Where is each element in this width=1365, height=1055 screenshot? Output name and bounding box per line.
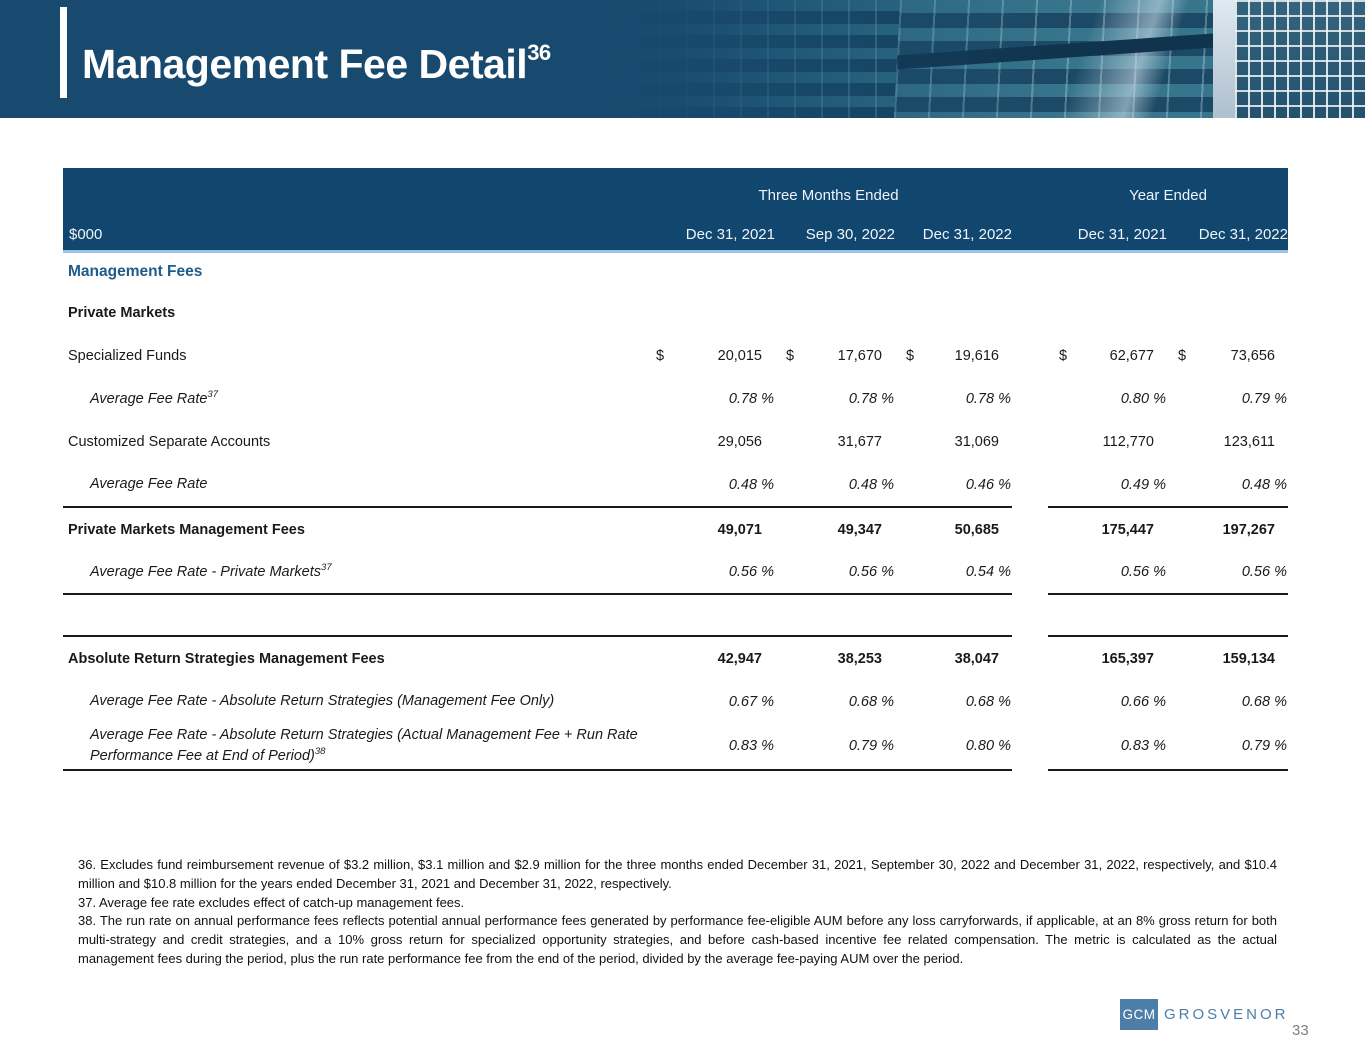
column-header-ye-dec-2022: Dec 31, 2022 xyxy=(1198,226,1288,243)
value-cell xyxy=(775,522,895,538)
value-text: 0.48 % xyxy=(848,476,894,493)
unit-label: $000 xyxy=(69,226,103,243)
value-text: 0.83 % xyxy=(1120,738,1166,754)
row-label: Average Fee Rate - Absolute Return Strategies (Management Fee Only) xyxy=(90,692,555,709)
value-text: 0.66 % xyxy=(1120,693,1166,710)
value-text: 0.56 % xyxy=(1120,564,1166,580)
value-cell xyxy=(645,522,775,538)
group-header-three-months: Three Months Ended xyxy=(758,187,899,204)
value-text: 0.68 % xyxy=(1241,693,1287,710)
row-label: Private Markets xyxy=(68,304,176,321)
table-row-data xyxy=(63,334,1288,377)
value-text: 0.79 % xyxy=(848,738,894,754)
value-cell xyxy=(1048,564,1167,580)
currency-symbol: $ xyxy=(1178,347,1187,364)
value-text: 17,670 xyxy=(837,347,882,364)
value-text: 0.56 % xyxy=(848,564,894,580)
value-text: 0.78 % xyxy=(728,390,774,407)
value-cell xyxy=(775,564,895,580)
footnote-ref: 37 xyxy=(207,388,218,400)
value-text: 0.54 % xyxy=(965,564,1011,580)
footnotes xyxy=(78,856,1277,969)
value-cell xyxy=(1167,391,1288,407)
table-row-subheader xyxy=(63,291,1288,334)
rule-segment xyxy=(1048,635,1288,637)
value-cell xyxy=(645,348,775,364)
table-row-total xyxy=(63,637,1288,680)
value-cell xyxy=(645,477,775,493)
building-photo xyxy=(605,0,1365,118)
value-cell xyxy=(895,564,1012,580)
currency-symbol: $ xyxy=(786,347,795,364)
value-text: 0.80 % xyxy=(965,738,1011,754)
rule-segment xyxy=(1048,506,1288,508)
value-cell xyxy=(1048,694,1167,710)
value-text: 42,947 xyxy=(717,650,762,667)
value-cell xyxy=(645,391,775,407)
value-cell xyxy=(775,391,895,407)
table-row-data xyxy=(63,420,1288,463)
table-row-section-title xyxy=(63,253,1288,291)
value-text: 0.80 % xyxy=(1120,390,1166,407)
row-label: Average Fee Rate - Absolute Return Strategies (Actual Management Fee + Run Rate Performance Fee at End of Period)$^{38}$ xyxy=(90,727,638,764)
table-row-rate xyxy=(63,680,1288,723)
value-cell xyxy=(1167,522,1288,538)
value-cell xyxy=(1048,477,1167,493)
row-label: Specialized Funds xyxy=(68,347,187,364)
value-cell xyxy=(1167,651,1288,667)
value-text: 38,047 xyxy=(954,650,999,667)
table-row-rate xyxy=(63,377,1288,420)
value-text: 0.78 % xyxy=(848,390,894,407)
value-text: 73,656 xyxy=(1230,347,1275,364)
table-row-total xyxy=(63,508,1288,551)
column-header-3m-dec-2022: Dec 31, 2022 xyxy=(922,226,1012,243)
rule-gap xyxy=(1012,593,1048,595)
value-text: 0.78 % xyxy=(965,390,1011,407)
row-label: Customized Separate Accounts xyxy=(68,433,271,450)
rule-segment xyxy=(63,506,1012,508)
spacer-row xyxy=(63,595,1288,635)
value-cell xyxy=(775,694,895,710)
value-cell xyxy=(895,348,1012,364)
value-text: 0.79 % xyxy=(1241,390,1287,407)
table-row-rate xyxy=(63,723,1288,769)
value-text: 197,267 xyxy=(1222,521,1275,538)
value-cell xyxy=(895,434,1012,450)
footnote-ref: 37 xyxy=(321,562,332,574)
value-text: 38,253 xyxy=(837,650,882,667)
value-cell xyxy=(775,348,895,364)
table-header xyxy=(63,168,1288,253)
title-accent-bar xyxy=(60,7,67,98)
currency-symbol: $ xyxy=(906,347,915,364)
value-cell xyxy=(1048,522,1167,538)
value-cell xyxy=(1048,434,1167,450)
value-cell xyxy=(895,477,1012,493)
value-cell xyxy=(1167,348,1288,364)
page-number: 33 xyxy=(1292,1022,1309,1039)
value-text: 49,071 xyxy=(717,521,762,538)
row-label: Average Fee Rate - Private Markets$^{37}$ xyxy=(90,562,332,580)
rule-segment xyxy=(1048,593,1288,595)
value-text: 49,347 xyxy=(837,521,882,538)
page-title xyxy=(82,40,551,88)
footnote-ref: 38 xyxy=(314,745,326,757)
value-text: 165,397 xyxy=(1101,650,1154,667)
table-row-rate xyxy=(63,551,1288,593)
table-row-rate xyxy=(63,463,1288,506)
value-cell xyxy=(775,738,895,754)
value-cell xyxy=(1167,564,1288,580)
value-cell xyxy=(1167,477,1288,493)
value-text: 0.79 % xyxy=(1241,738,1287,754)
value-text: 20,015 xyxy=(717,347,762,364)
value-cell xyxy=(645,651,775,667)
row-label: Average Fee Rate$^{37}$ xyxy=(90,388,218,407)
value-text: 159,134 xyxy=(1222,650,1275,667)
value-cell xyxy=(1048,738,1167,754)
table-rule xyxy=(63,506,1288,508)
rule-segment xyxy=(1048,769,1288,771)
row-label: Average Fee Rate xyxy=(90,475,208,492)
value-text: 19,616 xyxy=(954,347,999,364)
row-label: Management Fees xyxy=(68,263,203,280)
rule-segment xyxy=(63,635,1012,637)
value-cell xyxy=(775,477,895,493)
rule-segment xyxy=(63,769,1012,771)
currency-symbol: $ xyxy=(1059,347,1068,364)
value-text: 0.48 % xyxy=(1241,476,1287,493)
value-text: 0.56 % xyxy=(1241,564,1287,580)
rule-segment xyxy=(63,593,1012,595)
value-cell xyxy=(895,738,1012,754)
column-header-ye-dec-2021: Dec 31, 2021 xyxy=(1077,226,1167,243)
row-label: Private Markets Management Fees xyxy=(68,521,305,538)
footnote-36: 36. Excludes fund reimbursement revenue of $3.2 million, $3.1 million and $2.9 million for the three months ended December 31, 2021, September 30, 2022 and December 31, 2022, respectively, and $10.4 million and $10.8 million for the years ended December 31, 2021 and December 31, 2022, respectively. xyxy=(78,857,1277,891)
value-cell xyxy=(1048,651,1167,667)
fee-table-body xyxy=(63,253,1288,771)
value-text: 0.56 % xyxy=(728,564,774,580)
rule-gap xyxy=(1012,635,1048,637)
value-cell xyxy=(895,522,1012,538)
page-title-text: Management Fee Detail xyxy=(82,41,528,87)
column-header-3m-sep-2022: Sep 30, 2022 xyxy=(805,226,895,243)
value-text: 123,611 xyxy=(1223,433,1275,450)
value-cell xyxy=(1167,694,1288,710)
fee-table xyxy=(63,168,1288,771)
value-text: 0.67 % xyxy=(728,693,774,710)
banner-fade-overlay xyxy=(605,0,1365,118)
title-banner xyxy=(0,0,1365,118)
gcm-grosvenor-logo xyxy=(1120,999,1289,1030)
value-text: 31,069 xyxy=(954,433,999,450)
value-text: 175,447 xyxy=(1101,521,1154,538)
value-text: 0.68 % xyxy=(965,693,1011,710)
value-text: 29,056 xyxy=(717,433,762,450)
value-cell xyxy=(895,391,1012,407)
group-header-year-ended: Year Ended xyxy=(1129,187,1207,204)
value-cell xyxy=(645,694,775,710)
value-cell xyxy=(895,651,1012,667)
value-text: 112,770 xyxy=(1102,433,1154,450)
rule-gap xyxy=(1012,506,1048,508)
value-cell xyxy=(1048,348,1167,364)
value-text: 62,677 xyxy=(1109,347,1154,364)
value-text: 0.83 % xyxy=(728,738,774,754)
table-rule xyxy=(63,593,1288,595)
value-cell xyxy=(1167,738,1288,754)
footnote-38: 38. The run rate on annual performance fees reflects potential annual performance fees generated by performance fee-eligible AUM before any loss carryforwards, if applicable, at an 8% gross return for both multi-strategy and credit strategies, and a 10% gross return for specialized opportunity strategies, and before cash-based incentive fee related compensation. The metric is calculated as the actual management fees during the period, plus the run rate performance fee from the end of the period, divided by the average fee-paying AUM over the period. xyxy=(78,913,1277,966)
value-cell xyxy=(645,434,775,450)
rule-gap xyxy=(1012,769,1048,771)
value-cell xyxy=(645,738,775,754)
value-cell xyxy=(775,434,895,450)
row-label: Absolute Return Strategies Management Fees xyxy=(68,650,385,667)
column-header-3m-dec-2021: Dec 31, 2021 xyxy=(685,226,775,243)
value-cell xyxy=(1167,434,1288,450)
value-cell xyxy=(775,651,895,667)
value-text: 50,685 xyxy=(954,521,999,538)
value-text: 31,677 xyxy=(837,433,882,450)
value-text: 0.49 % xyxy=(1120,476,1166,493)
value-cell xyxy=(1048,391,1167,407)
value-text: 0.48 % xyxy=(728,476,774,493)
value-cell xyxy=(895,694,1012,710)
title-superscript: 36 xyxy=(527,40,551,65)
gcm-logo-text: GROSVENOR xyxy=(1164,1006,1289,1023)
table-rule xyxy=(63,635,1288,637)
footnote-37: 37. Average fee rate excludes effect of catch-up management fees. xyxy=(78,894,465,910)
value-cell xyxy=(645,564,775,580)
value-text: 0.46 % xyxy=(965,476,1011,493)
currency-symbol: $ xyxy=(656,347,665,364)
table-rule xyxy=(63,769,1288,771)
value-text: 0.68 % xyxy=(848,693,894,710)
gcm-logo-mark: GCM xyxy=(1120,999,1158,1030)
